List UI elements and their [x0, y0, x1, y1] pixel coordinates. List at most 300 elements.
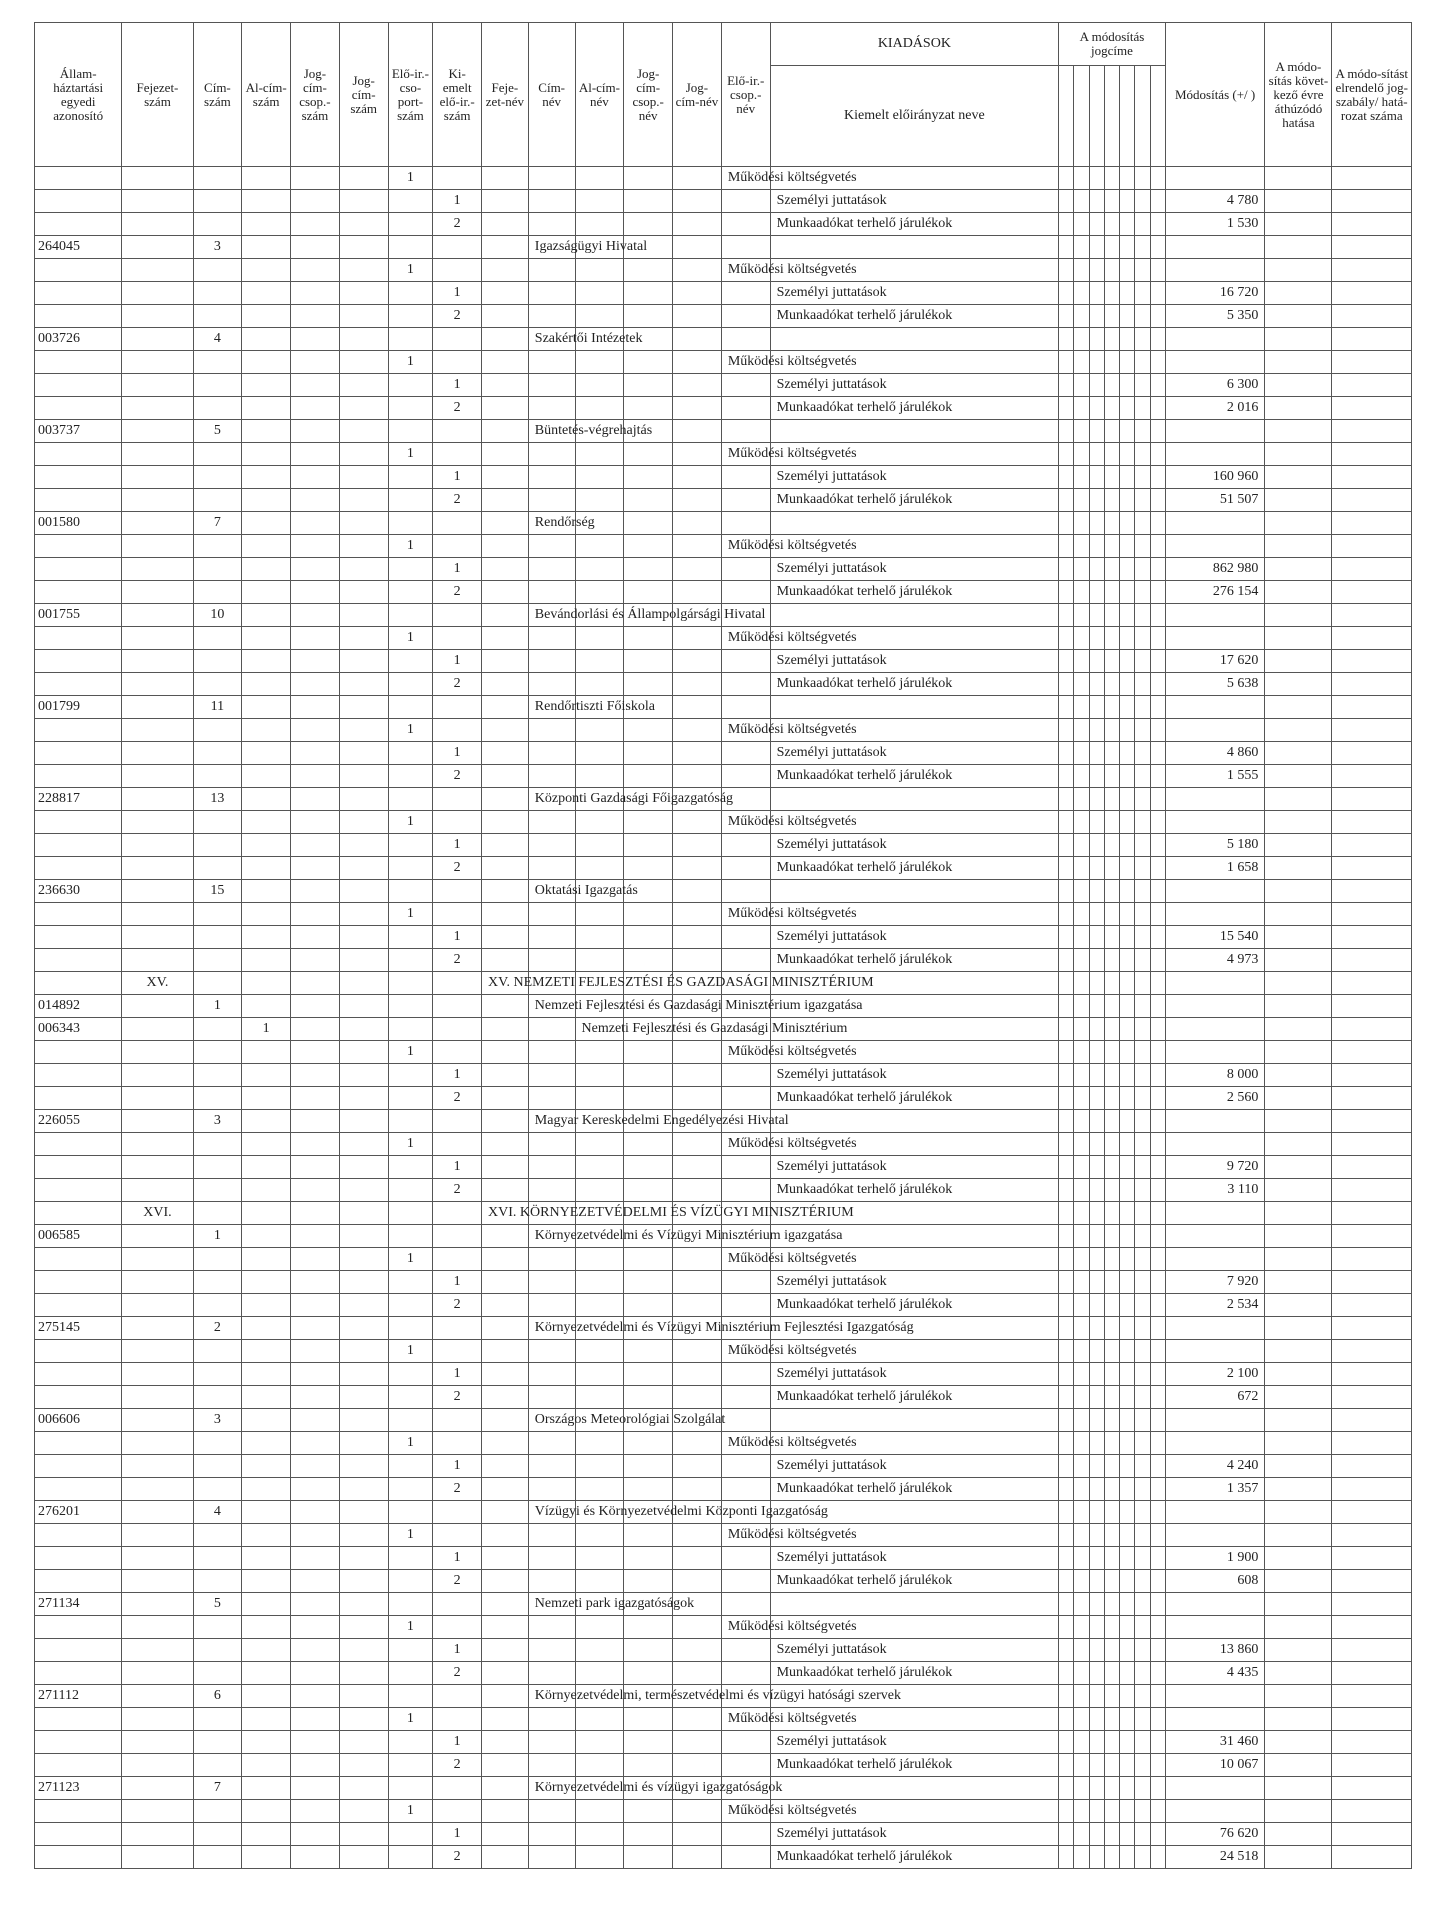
- cell: [1104, 1616, 1119, 1639]
- cell: [242, 1409, 291, 1432]
- azonosito: 271134: [35, 1593, 122, 1616]
- cell: [1059, 995, 1074, 1018]
- cell: [1265, 1639, 1332, 1662]
- cell: [122, 926, 193, 949]
- kiemelt-eloir-nev-cell: [770, 949, 1059, 972]
- cell: [673, 1708, 722, 1731]
- cell: [482, 1501, 529, 1524]
- cell: [339, 834, 388, 857]
- cell: [624, 1823, 673, 1846]
- cell: [193, 190, 242, 213]
- cell: [1332, 1110, 1412, 1133]
- cell: [1150, 1777, 1165, 1800]
- cell: [339, 351, 388, 374]
- cell: [528, 282, 575, 305]
- cell: [1089, 1800, 1104, 1823]
- cell: [1104, 1041, 1119, 1064]
- cell: [1059, 213, 1074, 236]
- cell: [528, 1570, 575, 1593]
- cell: [482, 995, 529, 1018]
- cell: [242, 305, 291, 328]
- kiemelt-eloir-nev-cell: [770, 305, 1059, 328]
- cell: [1332, 1156, 1412, 1179]
- cell: [673, 282, 722, 305]
- cell: [528, 627, 575, 650]
- cell: [482, 1708, 529, 1731]
- cell: [1104, 1662, 1119, 1685]
- cell: [1074, 857, 1089, 880]
- table-row: [35, 627, 1412, 650]
- cell: [528, 581, 575, 604]
- cell: [242, 374, 291, 397]
- cell: [35, 1179, 122, 1202]
- cell: [673, 167, 722, 190]
- modositas-amount: 5 350: [1165, 305, 1265, 328]
- cell: [482, 1616, 529, 1639]
- kiemelt-eloir-szam: 1: [433, 742, 482, 765]
- cell: [1265, 489, 1332, 512]
- kiemelt-eloir-nev: Személyi juttatások: [776, 1550, 887, 1565]
- cell: [575, 1363, 624, 1386]
- cim-nev: Magyar Kereskedelmi Engedélyezési Hivatal: [534, 1113, 789, 1128]
- cell: [35, 719, 122, 742]
- cell: [575, 443, 624, 466]
- cell: [122, 834, 193, 857]
- cell: [1332, 328, 1412, 351]
- cell: [291, 466, 340, 489]
- cell: [1104, 1386, 1119, 1409]
- cim-nev-cell: [528, 604, 766, 627]
- cell: [1059, 1639, 1074, 1662]
- cell: [339, 1156, 388, 1179]
- cell: [1135, 1432, 1150, 1455]
- cell: [193, 949, 242, 972]
- cell: [339, 581, 388, 604]
- cell: [1265, 512, 1332, 535]
- cell: [673, 1570, 722, 1593]
- azonosito: 003737: [35, 420, 122, 443]
- cell: [1059, 282, 1074, 305]
- cell: [1120, 558, 1135, 581]
- cell: [122, 949, 193, 972]
- kiemelt-eloir-szam: 1: [433, 1064, 482, 1087]
- cell: [673, 1731, 722, 1754]
- cell: [291, 1823, 340, 1846]
- cell: [1120, 167, 1135, 190]
- modositas-amount: 7 920: [1165, 1271, 1265, 1294]
- cell: [433, 1248, 482, 1271]
- cell: [1135, 305, 1150, 328]
- fejezet-nev-cell: [482, 1202, 854, 1225]
- cell: [1120, 1731, 1135, 1754]
- cell: [1135, 1662, 1150, 1685]
- cell: [1104, 1455, 1119, 1478]
- cell: [1265, 466, 1332, 489]
- cell: [291, 1662, 340, 1685]
- cell: [1332, 788, 1412, 811]
- cell: [1089, 1501, 1104, 1524]
- cell: [388, 1823, 433, 1846]
- table-row: [35, 811, 1412, 834]
- cell: [291, 1202, 340, 1225]
- cell: [122, 1271, 193, 1294]
- cell: [193, 857, 242, 880]
- cell: [388, 1731, 433, 1754]
- cell: [122, 857, 193, 880]
- kiemelt-eloir-nev: Személyi juttatások: [776, 1366, 887, 1381]
- cell: [1120, 604, 1135, 627]
- cell: [721, 1478, 770, 1501]
- kiemelt-eloir-nev: Munkaadókat terhelő járulékok: [776, 1757, 953, 1772]
- cell: [1165, 811, 1265, 834]
- cell: [242, 627, 291, 650]
- cell: [482, 1432, 529, 1455]
- cell: [35, 1087, 122, 1110]
- cell: [770, 420, 1059, 443]
- cell: [433, 1800, 482, 1823]
- cell: [35, 1363, 122, 1386]
- cell: [1074, 1662, 1089, 1685]
- header-kovetkezo-ev: A módo-sítás követ-kező évre áthúzódó hatása: [1265, 23, 1332, 167]
- cell: [388, 1110, 433, 1133]
- cell: [528, 1524, 575, 1547]
- cell: [388, 1685, 433, 1708]
- azonosito: 276201: [35, 1501, 122, 1524]
- cell: [1135, 1340, 1150, 1363]
- cell: [1089, 558, 1104, 581]
- cell: [482, 949, 529, 972]
- eloir-csop-nev-cell: [721, 627, 857, 650]
- cell: [1104, 1110, 1119, 1133]
- fejezet-nev: XVI. KÖRNYEZETVÉDELMI ÉS VÍZÜGYI MINISZTÉRIUM: [488, 1205, 854, 1220]
- kiemelt-eloir-szam: 1: [433, 558, 482, 581]
- cell: [1165, 1018, 1265, 1041]
- cell: [242, 489, 291, 512]
- cell: [242, 1179, 291, 1202]
- cell: [122, 1041, 193, 1064]
- cell: [482, 1731, 529, 1754]
- cell: [1089, 167, 1104, 190]
- cell: [1265, 190, 1332, 213]
- cim-nev-cell: [528, 1685, 901, 1708]
- cell: [339, 880, 388, 903]
- cell: [1089, 1156, 1104, 1179]
- table-row: [35, 1593, 1412, 1616]
- table-row: [35, 328, 1412, 351]
- cell: [339, 1662, 388, 1685]
- cell: [1074, 443, 1089, 466]
- cell: [1120, 1524, 1135, 1547]
- cell: [1265, 650, 1332, 673]
- table-row: [35, 857, 1412, 880]
- cell: [482, 305, 529, 328]
- cell: [482, 1248, 529, 1271]
- cell: [291, 1800, 340, 1823]
- cell: [35, 581, 122, 604]
- cim-szam: 1: [193, 995, 242, 1018]
- cell: [35, 1133, 122, 1156]
- modositas-amount: 10 067: [1165, 1754, 1265, 1777]
- cell: [35, 1823, 122, 1846]
- cell: [1120, 374, 1135, 397]
- cim-nev-cell: [528, 1110, 789, 1133]
- table-row: [35, 1455, 1412, 1478]
- kiemelt-eloir-nev: Munkaadókat terhelő járulékok: [776, 1297, 953, 1312]
- cell: [433, 811, 482, 834]
- kiemelt-eloir-nev: Személyi juttatások: [776, 285, 887, 300]
- cell: [528, 1708, 575, 1731]
- kiemelt-eloir-szam: 2: [433, 1179, 482, 1202]
- cell: [1059, 1754, 1074, 1777]
- cell: [575, 259, 624, 282]
- cell: [673, 1662, 722, 1685]
- cell: [339, 535, 388, 558]
- cell: [242, 604, 291, 627]
- cell: [528, 1616, 575, 1639]
- cim-szam: 10: [193, 604, 242, 627]
- cell: [1165, 1317, 1265, 1340]
- fejezet-nev-cell: [482, 972, 874, 995]
- cell: [624, 1800, 673, 1823]
- cell: [1135, 1570, 1150, 1593]
- cell: [242, 1110, 291, 1133]
- cell: [721, 1294, 770, 1317]
- cell: [35, 650, 122, 673]
- cell: [1089, 397, 1104, 420]
- cell: [35, 972, 122, 995]
- cell: [35, 489, 122, 512]
- cell: [1059, 351, 1074, 374]
- cell: [1104, 397, 1119, 420]
- kiemelt-eloir-nev-cell: [770, 1639, 1059, 1662]
- header-fejezetnev: Feje-zet-név: [482, 23, 529, 167]
- cell: [1120, 489, 1135, 512]
- kiemelt-eloir-nev: Személyi juttatások: [776, 1826, 887, 1841]
- cell: [193, 1616, 242, 1639]
- table-row: [35, 926, 1412, 949]
- cell: [482, 512, 529, 535]
- eloir-csop-nev: Működési költségvetés: [727, 1435, 857, 1450]
- cell: [291, 1731, 340, 1754]
- cell: [482, 558, 529, 581]
- cell: [1120, 1271, 1135, 1294]
- cell: [122, 1018, 193, 1041]
- cell: [291, 811, 340, 834]
- kiemelt-eloir-nev: Személyi juttatások: [776, 1458, 887, 1473]
- cell: [291, 351, 340, 374]
- eloir-csop-nev: Működési költségvetés: [727, 170, 857, 185]
- cell: [1332, 1754, 1412, 1777]
- modositas-amount: 1 357: [1165, 1478, 1265, 1501]
- cell: [242, 167, 291, 190]
- cell: [528, 1271, 575, 1294]
- cell: [721, 1846, 770, 1869]
- cell: [339, 1133, 388, 1156]
- cell: [1089, 1662, 1104, 1685]
- cell: [1104, 972, 1119, 995]
- cell: [122, 535, 193, 558]
- cell: [433, 1202, 482, 1225]
- cell: [1135, 1294, 1150, 1317]
- cell: [291, 1777, 340, 1800]
- cell: [624, 397, 673, 420]
- header-eloircsop: Elő-ir.-cso-port-szám: [388, 23, 433, 167]
- cell: [1059, 903, 1074, 926]
- cell: [1104, 489, 1119, 512]
- cell: [1104, 1133, 1119, 1156]
- cell: [1165, 1248, 1265, 1271]
- cell: [1074, 1639, 1089, 1662]
- cell: [1120, 1133, 1135, 1156]
- cell: [291, 1225, 340, 1248]
- cell: [624, 1846, 673, 1869]
- cell: [482, 811, 529, 834]
- cell: [721, 282, 770, 305]
- cell: [291, 604, 340, 627]
- cell: [1135, 581, 1150, 604]
- cell: [1089, 1823, 1104, 1846]
- cell: [339, 1593, 388, 1616]
- cell: [482, 1087, 529, 1110]
- cell: [1074, 742, 1089, 765]
- table-row: [35, 972, 1412, 995]
- cell: [339, 282, 388, 305]
- cell: [1135, 742, 1150, 765]
- cell: [770, 696, 1059, 719]
- cell: [1135, 190, 1150, 213]
- cell: [624, 1708, 673, 1731]
- cell: [1265, 305, 1332, 328]
- cell: [433, 1133, 482, 1156]
- cell: [721, 1087, 770, 1110]
- cell: [482, 1777, 529, 1800]
- cell: [1089, 1133, 1104, 1156]
- cell: [770, 1777, 1059, 1800]
- cell: [388, 1777, 433, 1800]
- cell: [1059, 926, 1074, 949]
- cell: [1165, 696, 1265, 719]
- cell: [339, 1064, 388, 1087]
- table-row: [35, 1501, 1412, 1524]
- cell: [1332, 1570, 1412, 1593]
- cell: [1089, 696, 1104, 719]
- cell: [1332, 1018, 1412, 1041]
- cell: [482, 328, 529, 351]
- cell: [1265, 1340, 1332, 1363]
- eloir-csop-szam: 1: [388, 1708, 433, 1731]
- cell: [291, 1064, 340, 1087]
- modositas-amount: 2 100: [1165, 1363, 1265, 1386]
- cell: [1089, 1317, 1104, 1340]
- cell: [575, 1432, 624, 1455]
- cell: [291, 1409, 340, 1432]
- cell: [1074, 259, 1089, 282]
- cell: [1135, 765, 1150, 788]
- cell: [770, 880, 1059, 903]
- cell: [291, 1593, 340, 1616]
- cell: [1265, 1179, 1332, 1202]
- cell: [1265, 581, 1332, 604]
- cell: [1265, 1616, 1332, 1639]
- cell: [291, 1524, 340, 1547]
- cell: [122, 1685, 193, 1708]
- cell: [122, 696, 193, 719]
- cell: [291, 443, 340, 466]
- cell: [673, 1271, 722, 1294]
- cim-nev: Központi Gazdasági Főigazgatóság: [534, 791, 734, 806]
- table-row: [35, 903, 1412, 926]
- cell: [388, 1386, 433, 1409]
- eloir-csop-nev: Működési költségvetés: [727, 1527, 857, 1542]
- cell: [1120, 880, 1135, 903]
- cell: [1089, 673, 1104, 696]
- cell: [388, 466, 433, 489]
- kiemelt-eloir-nev-cell: [770, 558, 1059, 581]
- cell: [291, 1455, 340, 1478]
- cell: [1265, 673, 1332, 696]
- cell: [1150, 374, 1165, 397]
- cell: [1104, 282, 1119, 305]
- eloir-csop-nev: Működési költségvetés: [727, 262, 857, 277]
- cell: [1135, 1846, 1150, 1869]
- cell: [673, 397, 722, 420]
- cell: [1265, 696, 1332, 719]
- cell: [122, 811, 193, 834]
- kiemelt-eloir-nev-cell: [770, 1731, 1059, 1754]
- cell: [1120, 834, 1135, 857]
- cell: [242, 1248, 291, 1271]
- cell: [1074, 374, 1089, 397]
- cell: [388, 1846, 433, 1869]
- cell: [193, 834, 242, 857]
- cell: [1074, 1041, 1089, 1064]
- cell: [482, 857, 529, 880]
- cell: [1150, 1524, 1165, 1547]
- cell: [1150, 1271, 1165, 1294]
- cell: [624, 489, 673, 512]
- cell: [482, 903, 529, 926]
- cell: [388, 650, 433, 673]
- cell: [624, 1271, 673, 1294]
- cell: [291, 397, 340, 420]
- cell: [1165, 259, 1265, 282]
- cell: [575, 903, 624, 926]
- cell: [1059, 1823, 1074, 1846]
- cell: [1135, 1708, 1150, 1731]
- cim-nev: Környezetvédelmi és vízügyi igazgatóságok: [534, 1780, 783, 1795]
- cell: [1265, 742, 1332, 765]
- cell: [482, 788, 529, 811]
- cell: [1059, 259, 1074, 282]
- azonosito: 014892: [35, 995, 122, 1018]
- cell: [1089, 1478, 1104, 1501]
- cell: [35, 190, 122, 213]
- cell: [575, 1478, 624, 1501]
- cell: [721, 420, 770, 443]
- cim-szam: 7: [193, 512, 242, 535]
- cim-nev-cell: [528, 420, 653, 443]
- cell: [1135, 1248, 1150, 1271]
- kiemelt-eloir-nev: Munkaadókat terhelő járulékok: [776, 1665, 953, 1680]
- cell: [1104, 811, 1119, 834]
- cell: [291, 1708, 340, 1731]
- cell: [433, 995, 482, 1018]
- cell: [122, 1225, 193, 1248]
- table-row: [35, 1409, 1412, 1432]
- cell: [242, 1455, 291, 1478]
- cell: [624, 535, 673, 558]
- cell: [1265, 1685, 1332, 1708]
